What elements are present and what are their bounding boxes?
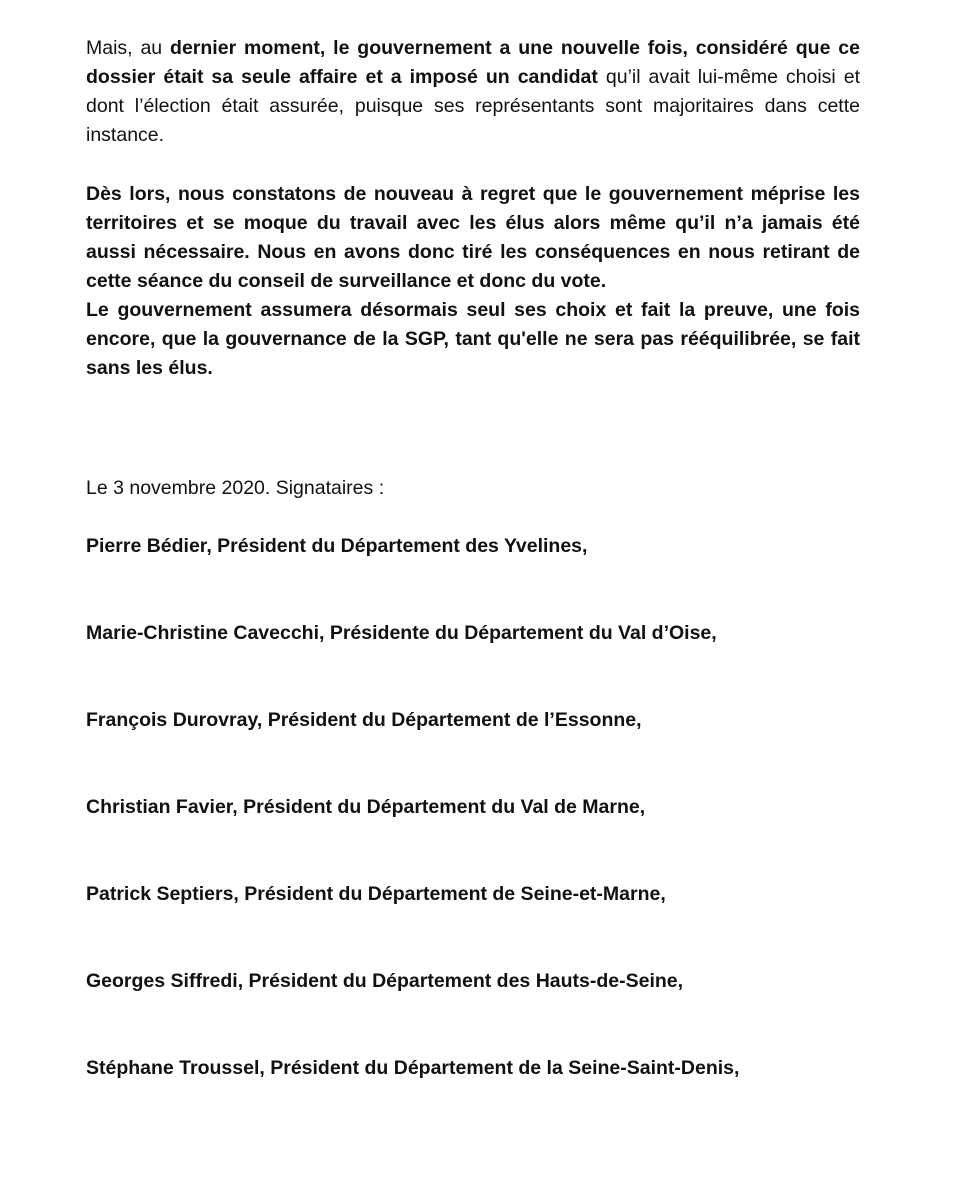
signatory-line: Stéphane Troussel, Président du Département de la Seine-Saint-Denis, (86, 1057, 740, 1079)
paragraph-text-withdrawal: Dès lors, nous constatons de nouveau à regret que le gouvernement méprise les territoires et se moque du travail avec les élus alors même qu’il n’a jamais été aussi nécessaire. Nous en avons donc tiré les conséquences en nous retirant de cette séance du conseil de surveillance et donc du vote. (86, 183, 860, 292)
paragraph-withdrawal-statement (86, 180, 860, 383)
signatory-line: Patrick Septiers, Président du Département de Seine-et-Marne, (86, 883, 666, 905)
paragraph-government-decision (86, 34, 860, 150)
paragraph-text-continuation: qu’il avait lui-même choisi et dont l’élection était assurée, puisque ses représentants sont majoritaires dans cette instance. (86, 66, 860, 146)
paragraph-text-emphasis: dernier moment, le gouvernement a une nouvelle fois, considéré que ce dossier était sa seule affaire et a imposé un candidat (86, 37, 860, 88)
date-line: Le 3 novembre 2020. Signataires : (86, 477, 385, 499)
signatory-line: Marie-Christine Cavecchi, Présidente du Département du Val d’Oise, (86, 622, 717, 644)
signatory-line: Pierre Bédier, Président du Département des Yvelines, (86, 535, 588, 557)
signatory-line: Georges Siffredi, Président du Département des Hauts-de-Seine, (86, 970, 684, 992)
paragraph-text-intro: Mais, au (86, 37, 171, 59)
signatory-line: Christian Favier, Président du Département du Val de Marne, (86, 796, 646, 818)
signatory-line: François Durovray, Président du Département de l’Essonne, (86, 709, 642, 731)
paragraph-text-conclusion: Le gouvernement assumera désormais seul ses choix et fait la preuve, une fois encore, que la gouvernance de la SGP, tant qu'elle ne sera pas rééquilibrée, se fait sans les élus. (86, 299, 860, 379)
